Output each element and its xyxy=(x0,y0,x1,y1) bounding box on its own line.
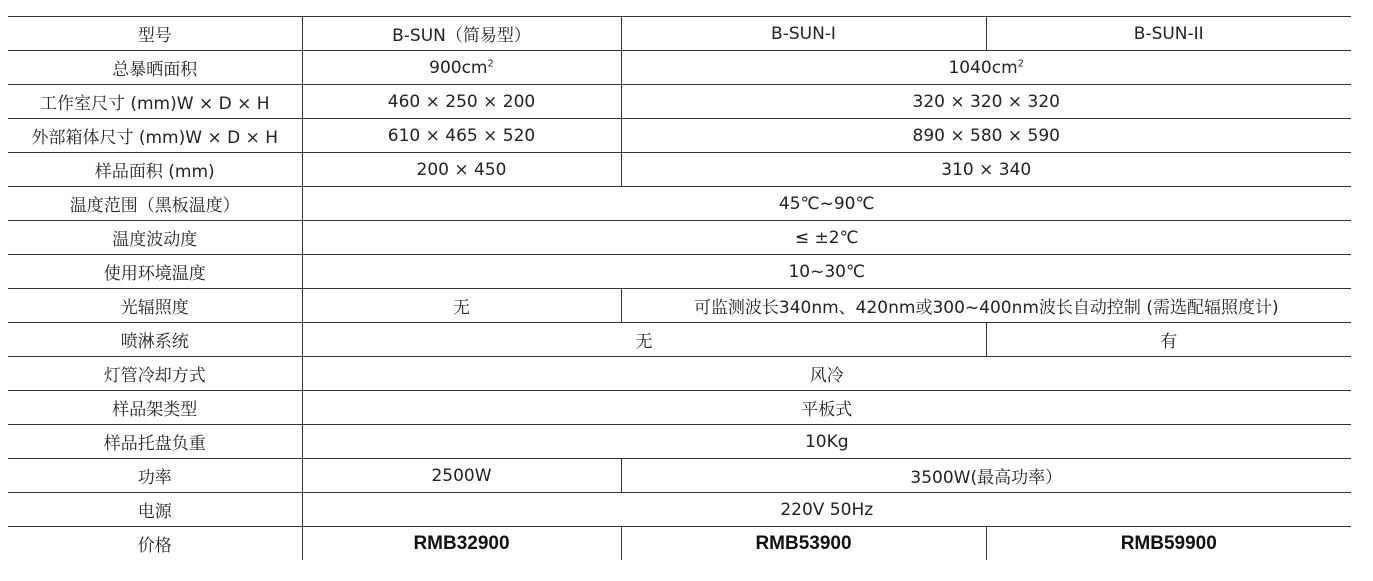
table-row-chamber-size xyxy=(8,85,1351,119)
table-row-power xyxy=(8,459,1351,493)
table-row-ambient-temp xyxy=(8,255,1351,289)
row-label: 使用环境温度 xyxy=(8,255,302,289)
row-label: 温度范围（黑板温度） xyxy=(8,187,302,221)
table-row-exposure-area xyxy=(8,51,1351,85)
model-i: B-SUN-I xyxy=(621,17,986,51)
table-row-rack-type xyxy=(8,391,1351,425)
row-label: 样品面积 (mm) xyxy=(8,153,302,187)
row-label: 喷淋系统 xyxy=(8,323,302,357)
cell-pro: 3500W(最高功率） xyxy=(621,459,1351,493)
cell-pro: 可监测波长340nm、420nm或300~400nm波长自动控制 (需选配辐照度计) xyxy=(621,289,1351,323)
row-label: 总暴晒面积 xyxy=(8,51,302,85)
row-label: 工作室尺寸 (mm)W × D × H xyxy=(8,85,302,119)
cell-simple: 610 × 465 × 520 xyxy=(302,119,621,153)
row-label: 样品托盘负重 xyxy=(8,425,302,459)
cell-all: 10Kg xyxy=(302,425,1351,459)
table-row-model xyxy=(8,17,1351,51)
cell-pro xyxy=(621,51,1351,85)
cell-all: 平板式 xyxy=(302,391,1351,425)
cell-simple: 无 xyxy=(302,289,621,323)
row-label: 光辐照度 xyxy=(8,289,302,323)
row-label: 电源 xyxy=(8,493,302,527)
table-row-price xyxy=(8,527,1351,561)
cell-all: 220V 50Hz xyxy=(302,493,1351,527)
cell-simple: 460 × 250 × 200 xyxy=(302,85,621,119)
table-row-lamp-cooling xyxy=(8,357,1351,391)
cell-no-spray: 无 xyxy=(302,323,986,357)
spec-table xyxy=(8,16,1351,560)
cell-simple xyxy=(302,51,621,85)
table-row-temp-range xyxy=(8,187,1351,221)
row-label: 外部箱体尺寸 (mm)W × D × H xyxy=(8,119,302,153)
price-ii: RMB59900 xyxy=(986,527,1351,561)
row-label: 型号 xyxy=(8,17,302,51)
cell-simple: 2500W xyxy=(302,459,621,493)
row-label: 样品架类型 xyxy=(8,391,302,425)
row-label: 功率 xyxy=(8,459,302,493)
model-ii: B-SUN-II xyxy=(986,17,1351,51)
table-row-sample-area xyxy=(8,153,1351,187)
cell-value: 900cm xyxy=(429,57,488,78)
cell-spray-ii: 有 xyxy=(986,323,1351,357)
row-label: 价格 xyxy=(137,536,172,556)
row-label: 温度波动度 xyxy=(8,221,302,255)
cell-all: 45℃~90℃ xyxy=(302,187,1351,221)
superscript: 2 xyxy=(1017,57,1025,69)
cell-pro: 320 × 320 × 320 xyxy=(621,85,1351,119)
cell-pro: 890 × 580 × 590 xyxy=(621,119,1351,153)
cell-pro: 310 × 340 xyxy=(621,153,1351,187)
cell-all: 风冷 xyxy=(302,357,1351,391)
cell-simple: 200 × 450 xyxy=(302,153,621,187)
table-row-irradiance xyxy=(8,289,1351,323)
table-row-tray-load xyxy=(8,425,1351,459)
row-label: 灯管冷却方式 xyxy=(8,357,302,391)
table-row-cabinet-size xyxy=(8,119,1351,153)
cell-all: ≤ ±2℃ xyxy=(302,221,1351,255)
cell-value: 1040cm xyxy=(948,57,1018,78)
table-row-spray xyxy=(8,323,1351,357)
cell-all: 10~30℃ xyxy=(302,255,1351,289)
price-i: RMB53900 xyxy=(621,527,986,561)
table-row-temp-fluctuation xyxy=(8,221,1351,255)
model-simple: B-SUN（简易型） xyxy=(302,17,621,51)
price-simple: RMB32900 xyxy=(302,527,621,561)
superscript: 2 xyxy=(487,57,494,69)
table-row-supply xyxy=(8,493,1351,527)
